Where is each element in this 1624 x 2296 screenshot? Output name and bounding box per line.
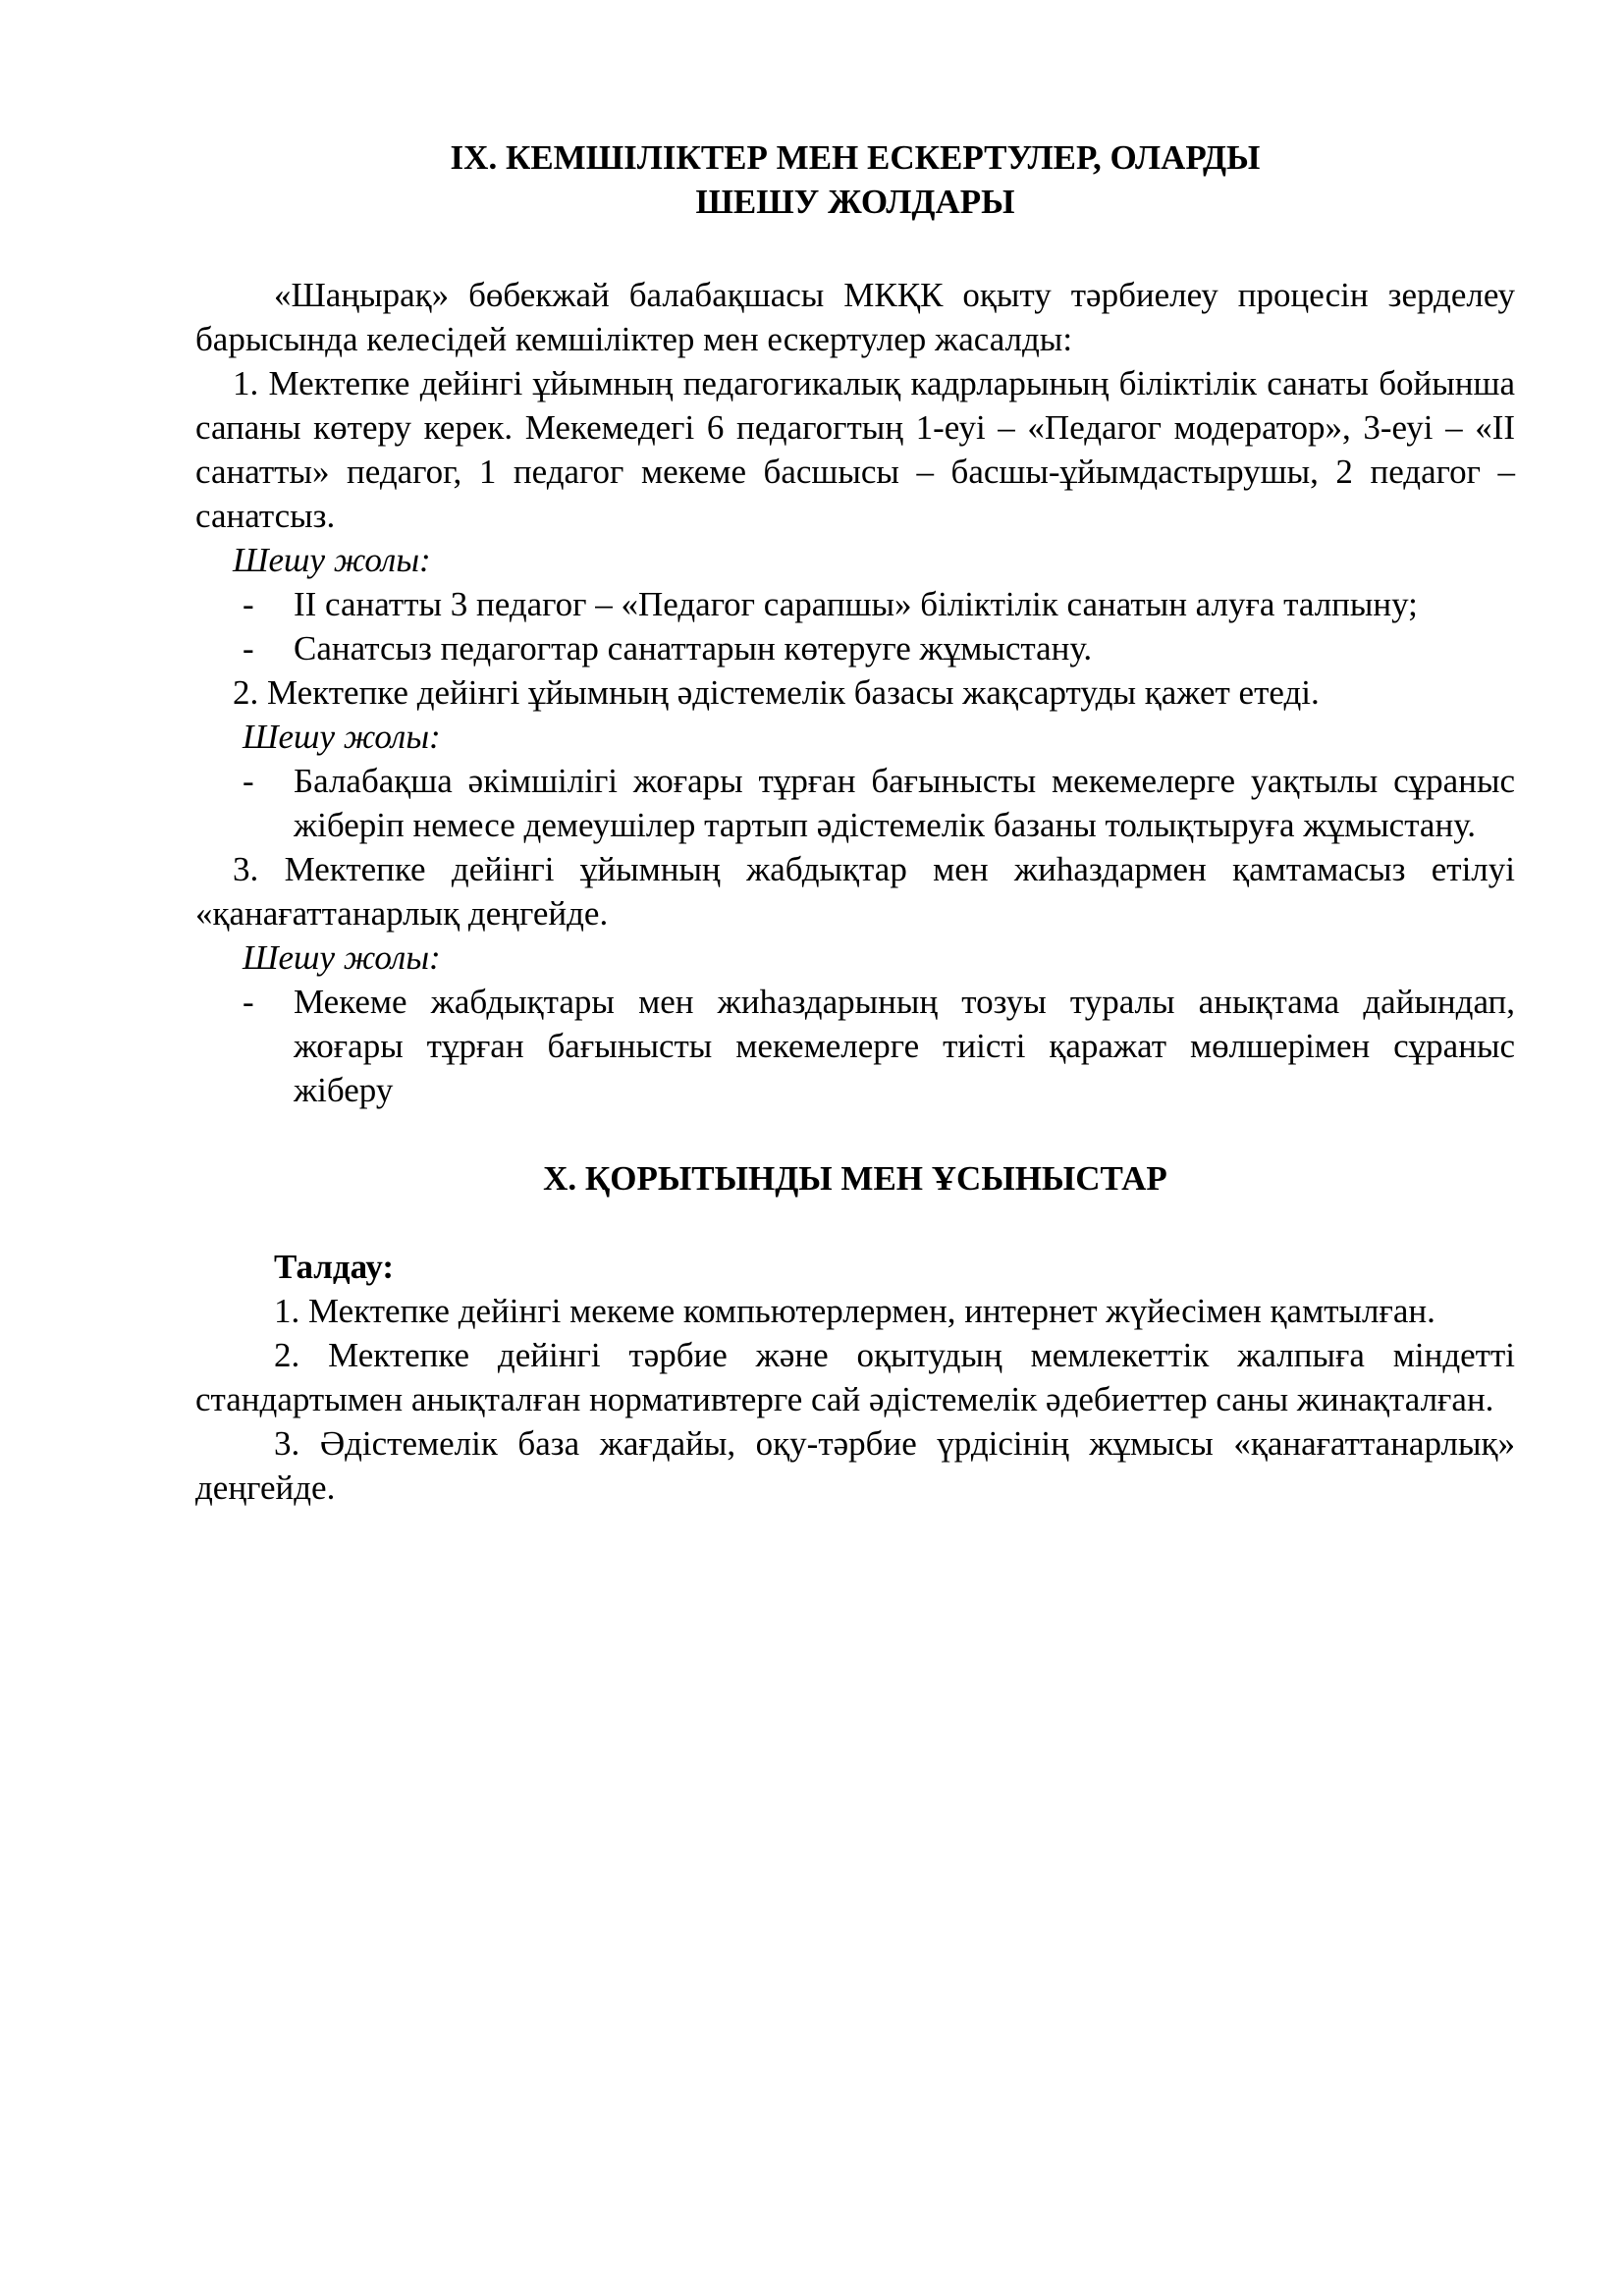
- issue-item-3: 3. Мектепке дейінгі ұйымның жабдықтар мен жиһаздармен қамтамасыз етілуі «қанағаттанарлық деңгейде.: [195, 850, 1515, 933]
- section-10-heading: X. ҚОРЫТЫНДЫ МЕН ҰСЫНЫСТАР: [543, 1159, 1167, 1198]
- section-9-heading-line-1: IX. КЕМШІЛІКТЕР МЕН ЕСКЕРТУЛЕР, ОЛАРДЫ: [450, 138, 1261, 177]
- solution-3-1-text: Мекеме жабдықтары мен жиһаздарының тозуы туралы анықтама дайындап, жоғары тұрған бағынысты мекемелерге тиісті қаражат мөлшерімен сұраныс жіберу: [294, 983, 1515, 1109]
- section-9-heading-line-2: ШЕШУ ЖОЛДАРЫ: [695, 183, 1015, 221]
- section-9-heading: [195, 135, 1515, 224]
- analysis-label: Талдау:: [274, 1248, 395, 1286]
- solution-3-1: [195, 980, 1515, 1112]
- dash-bullet: -: [243, 983, 254, 1021]
- solution-1-1-text: II санатты 3 педагог – «Педагог сарапшы» біліктілік санатын алуға талпыну;: [294, 585, 1418, 623]
- conclusion-point-1: 1. Мектепке дейінгі мекеме компьютерлермен, интернет жүйесімен қамтылған.: [274, 1292, 1435, 1330]
- solution-label-2: Шешу жолы:: [243, 718, 441, 756]
- solution-1-2-text: Санатсыз педагогтар санаттарын көтеруге жұмыстану.: [294, 629, 1093, 667]
- dash-bullet: -: [243, 762, 254, 800]
- solution-1-1: [195, 582, 1515, 626]
- section-9-intro: «Шаңырақ» бөбекжай балабақшасы МКҚК оқыту тәрбиелеу процесін зерделеу барысында келесідей кемшіліктер мен ескертулер жасалды:: [195, 276, 1515, 358]
- conclusion-point-3: 3. Әдістемелік база жағдайы, оқу-тәрбие үрдісінің жұмысы «қанағаттанарлық» деңгейде.: [195, 1424, 1515, 1507]
- solution-list-1: [195, 582, 1515, 670]
- page-content: [195, 135, 1515, 1510]
- solution-2-1: [195, 759, 1515, 847]
- solution-1-2: [195, 626, 1515, 670]
- issue-item-2: 2. Мектепке дейінгі ұйымның әдістемелік базасы жақсартуды қажет етеді.: [233, 673, 1320, 712]
- issue-item-1: 1. Мектепке дейінгі ұйымның педагогикалық кадрларының біліктілік санаты бойынша сапаны көтеру керек. Мекемедегі 6 педагогтың 1-еуі – «Педагог модератор», 3-еуі – «II санатты» педагог, 1 педагог мекеме басшысы – басшы-ұйымдастырушы, 2 педагог – санатсыз.: [195, 364, 1515, 535]
- dash-bullet: -: [243, 629, 254, 667]
- dash-bullet: -: [243, 585, 254, 623]
- solution-list-3: [195, 980, 1515, 1112]
- conclusion-point-2: 2. Мектепке дейінгі тәрбие және оқытудың мемлекеттік жалпыға міндетті стандартымен анықталған нормативтерге сай әдістемелік әдебиеттер саны жинақталған.: [195, 1336, 1515, 1418]
- solution-label-3: Шешу жолы:: [243, 938, 441, 977]
- solution-2-1-text: Балабақша әкімшілігі жоғары тұрған бағынысты мекемелерге уақтылы сұраныс жіберіп немесе демеушілер тартып әдістемелік базаны толықтыруға жұмыстану.: [294, 762, 1515, 844]
- solution-label-1: Шешу жолы:: [233, 541, 431, 579]
- solution-list-2: [195, 759, 1515, 847]
